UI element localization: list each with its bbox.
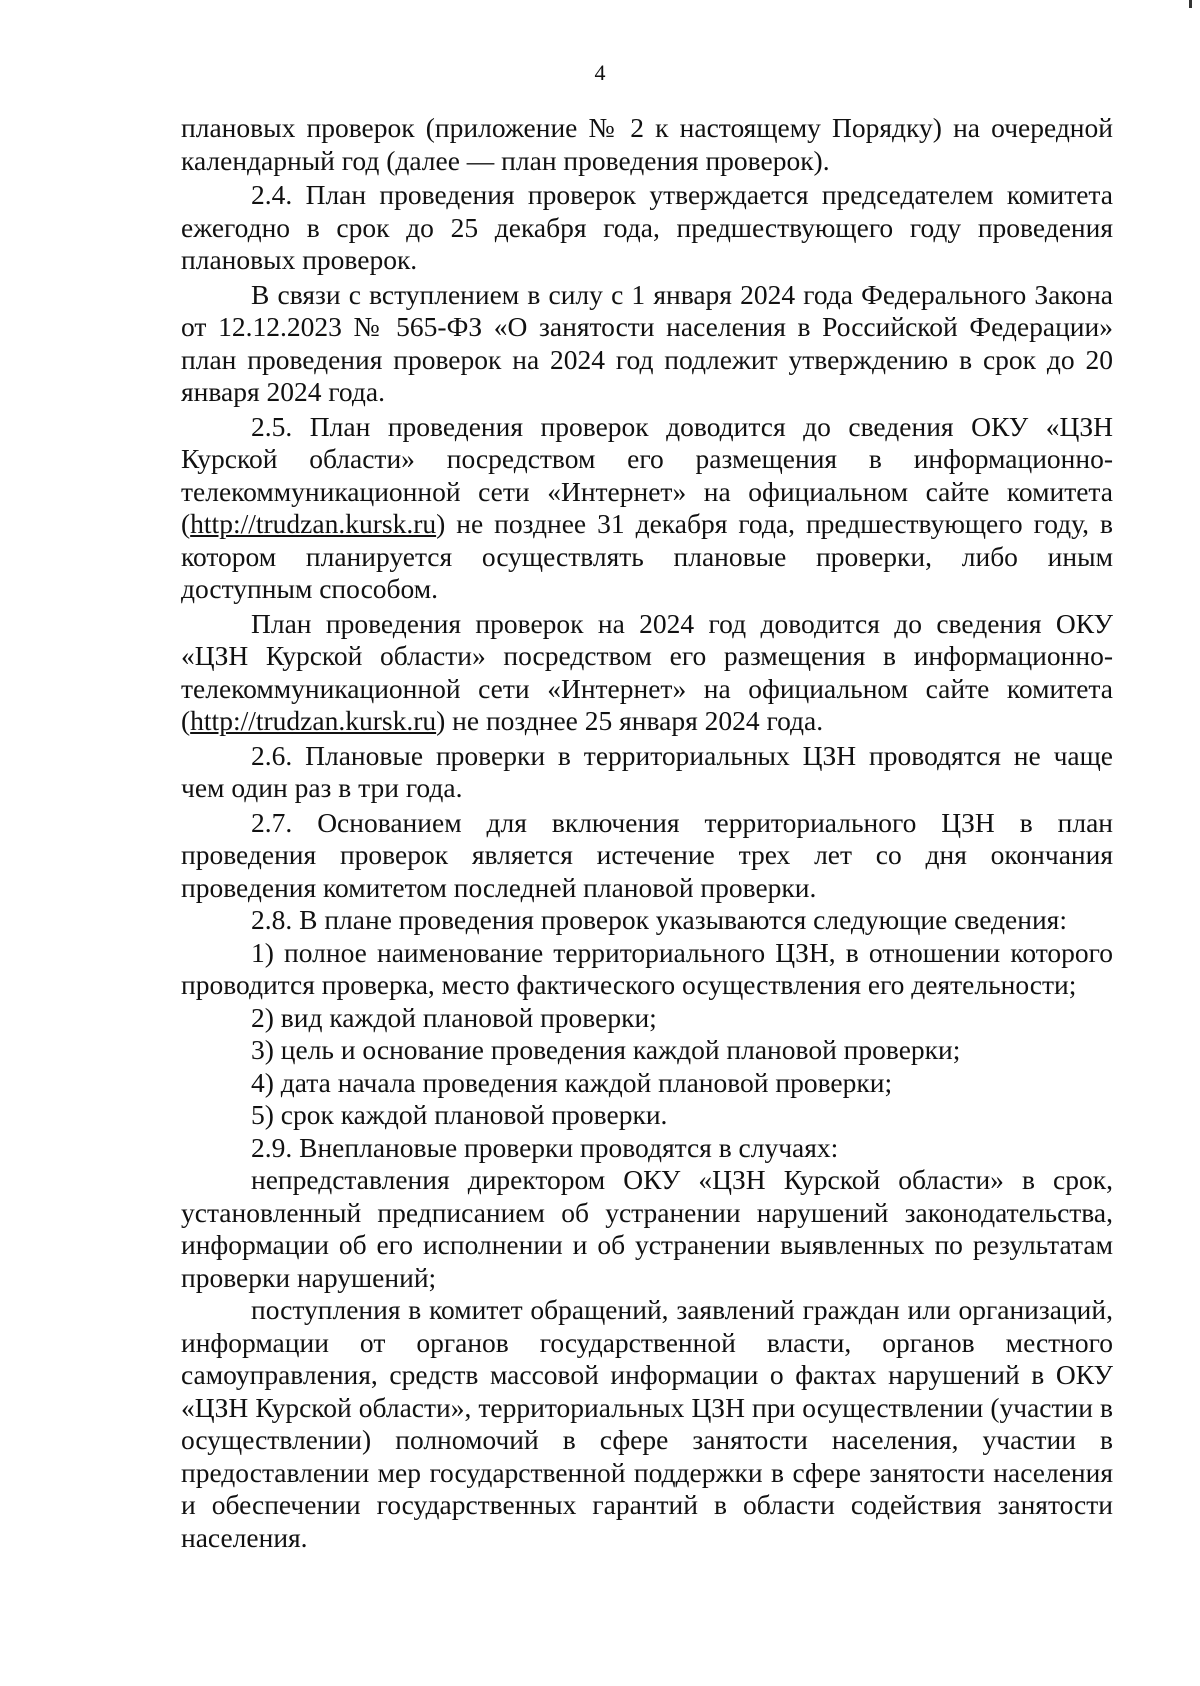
paragraph-2-7: 2.7. Основанием для включения территориального ЦЗН в план проведения проверок является истечение трех лет со дня окончания проведения комитетом последней плановой проверки. (181, 806, 1113, 903)
paragraph-2-9: 2.9. Внеплановые проверки проводятся в случаях: (251, 1131, 839, 1163)
paragraph-text: ) не позднее 31 декабря года, предшествующего году, в котором планируется осуществлять плановые проверки, либо иным доступным способом. (181, 508, 1113, 604)
document-body (181, 112, 1113, 1554)
list-item-1: 1) полное наименование территориального ЦЗН, в отношении которого проводится проверка, место фактического осуществления его деятельности; (181, 936, 1113, 1000)
paragraph-2-6: 2.6. Плановые проверки в территориальных ЦЗН проводятся не чаще чем один раз в три года. (181, 739, 1113, 803)
case-nonsubmission: непредставления директором ОКУ «ЦЗН Курской области» в срок, установленный предписанием об устранении нарушений законодательства, информации об его исполнении и об устранении выявленных по результатам проверки нарушений; (181, 1164, 1113, 1293)
case-complaints: поступления в комитет обращений, заявлений граждан или организаций, информации от органов государственной власти, органов местного самоуправления, средств массовой информации о фактах нарушений в ОКУ «ЦЗН Курской области», территориальных ЦЗН при осуществлении (участии в осуществлении) полномочий в сфере занятости населения, участии в предоставлении мер государственной поддержки в сфере занятости населения и обеспечении государственных гарантий в области содействия занятости населения. (181, 1294, 1113, 1553)
website-link[interactable]: http://trudzan.kursk.ru (190, 705, 437, 736)
list-item-2: 2) вид каждой плановой проверки; (251, 1001, 657, 1033)
paragraph-2-5 (181, 411, 1113, 606)
paragraph-plan-continuation: плановых проверок (приложение № 2 к настоящему Порядку) на очередной календарный год (далее — план проведения проверок). (181, 112, 1113, 176)
list-item-4: 4) дата начала проведения каждой плановой проверки; (251, 1066, 893, 1098)
paragraph-2024-plan-publication (181, 608, 1113, 738)
page-number: 4 (594, 60, 606, 85)
paragraph-text: ) не позднее 25 января 2024 года. (436, 705, 824, 736)
list-item-3: 3) цель и основание проведения каждой плановой проверки; (251, 1034, 961, 1065)
website-link[interactable]: http://trudzan.kursk.ru (190, 508, 437, 539)
paragraph-text: План проведения проверок на 2024 год доводится до сведения ОКУ «ЦЗН Курской области» посредством его размещения в информационно-телекоммуникационной сети «Интернет» на официальном сайте комитета ( (181, 607, 1113, 736)
paragraph-text: 2.5. План проведения проверок доводится до сведения ОКУ «ЦЗН Курской области» посредством его размещения в информационно-телекоммуникационной сети «Интернет» на официальном сайте комитета ( (181, 410, 1113, 539)
paragraph-2-4: 2.4. План проведения проверок утверждается председателем комитета ежегодно в срок до 25 декабря года, предшествующего году проведения плановых проверок. (181, 179, 1113, 275)
paragraph-2024-approval: В связи с вступлением в силу с 1 января 2024 года Федерального Закона от 12.12.2023 № 565-ФЗ «О занятости населения в Российской Федерации» план проведения проверок на 2024 год подлежит утверждению в срок до 20 января 2024 года. (181, 278, 1113, 407)
list-item-5: 5) срок каждой плановой проверки. (251, 1099, 668, 1130)
paragraph-2-8: 2.8. В плане проведения проверок указываются следующие сведения: (251, 904, 1067, 935)
scan-mark (1189, 0, 1192, 8)
